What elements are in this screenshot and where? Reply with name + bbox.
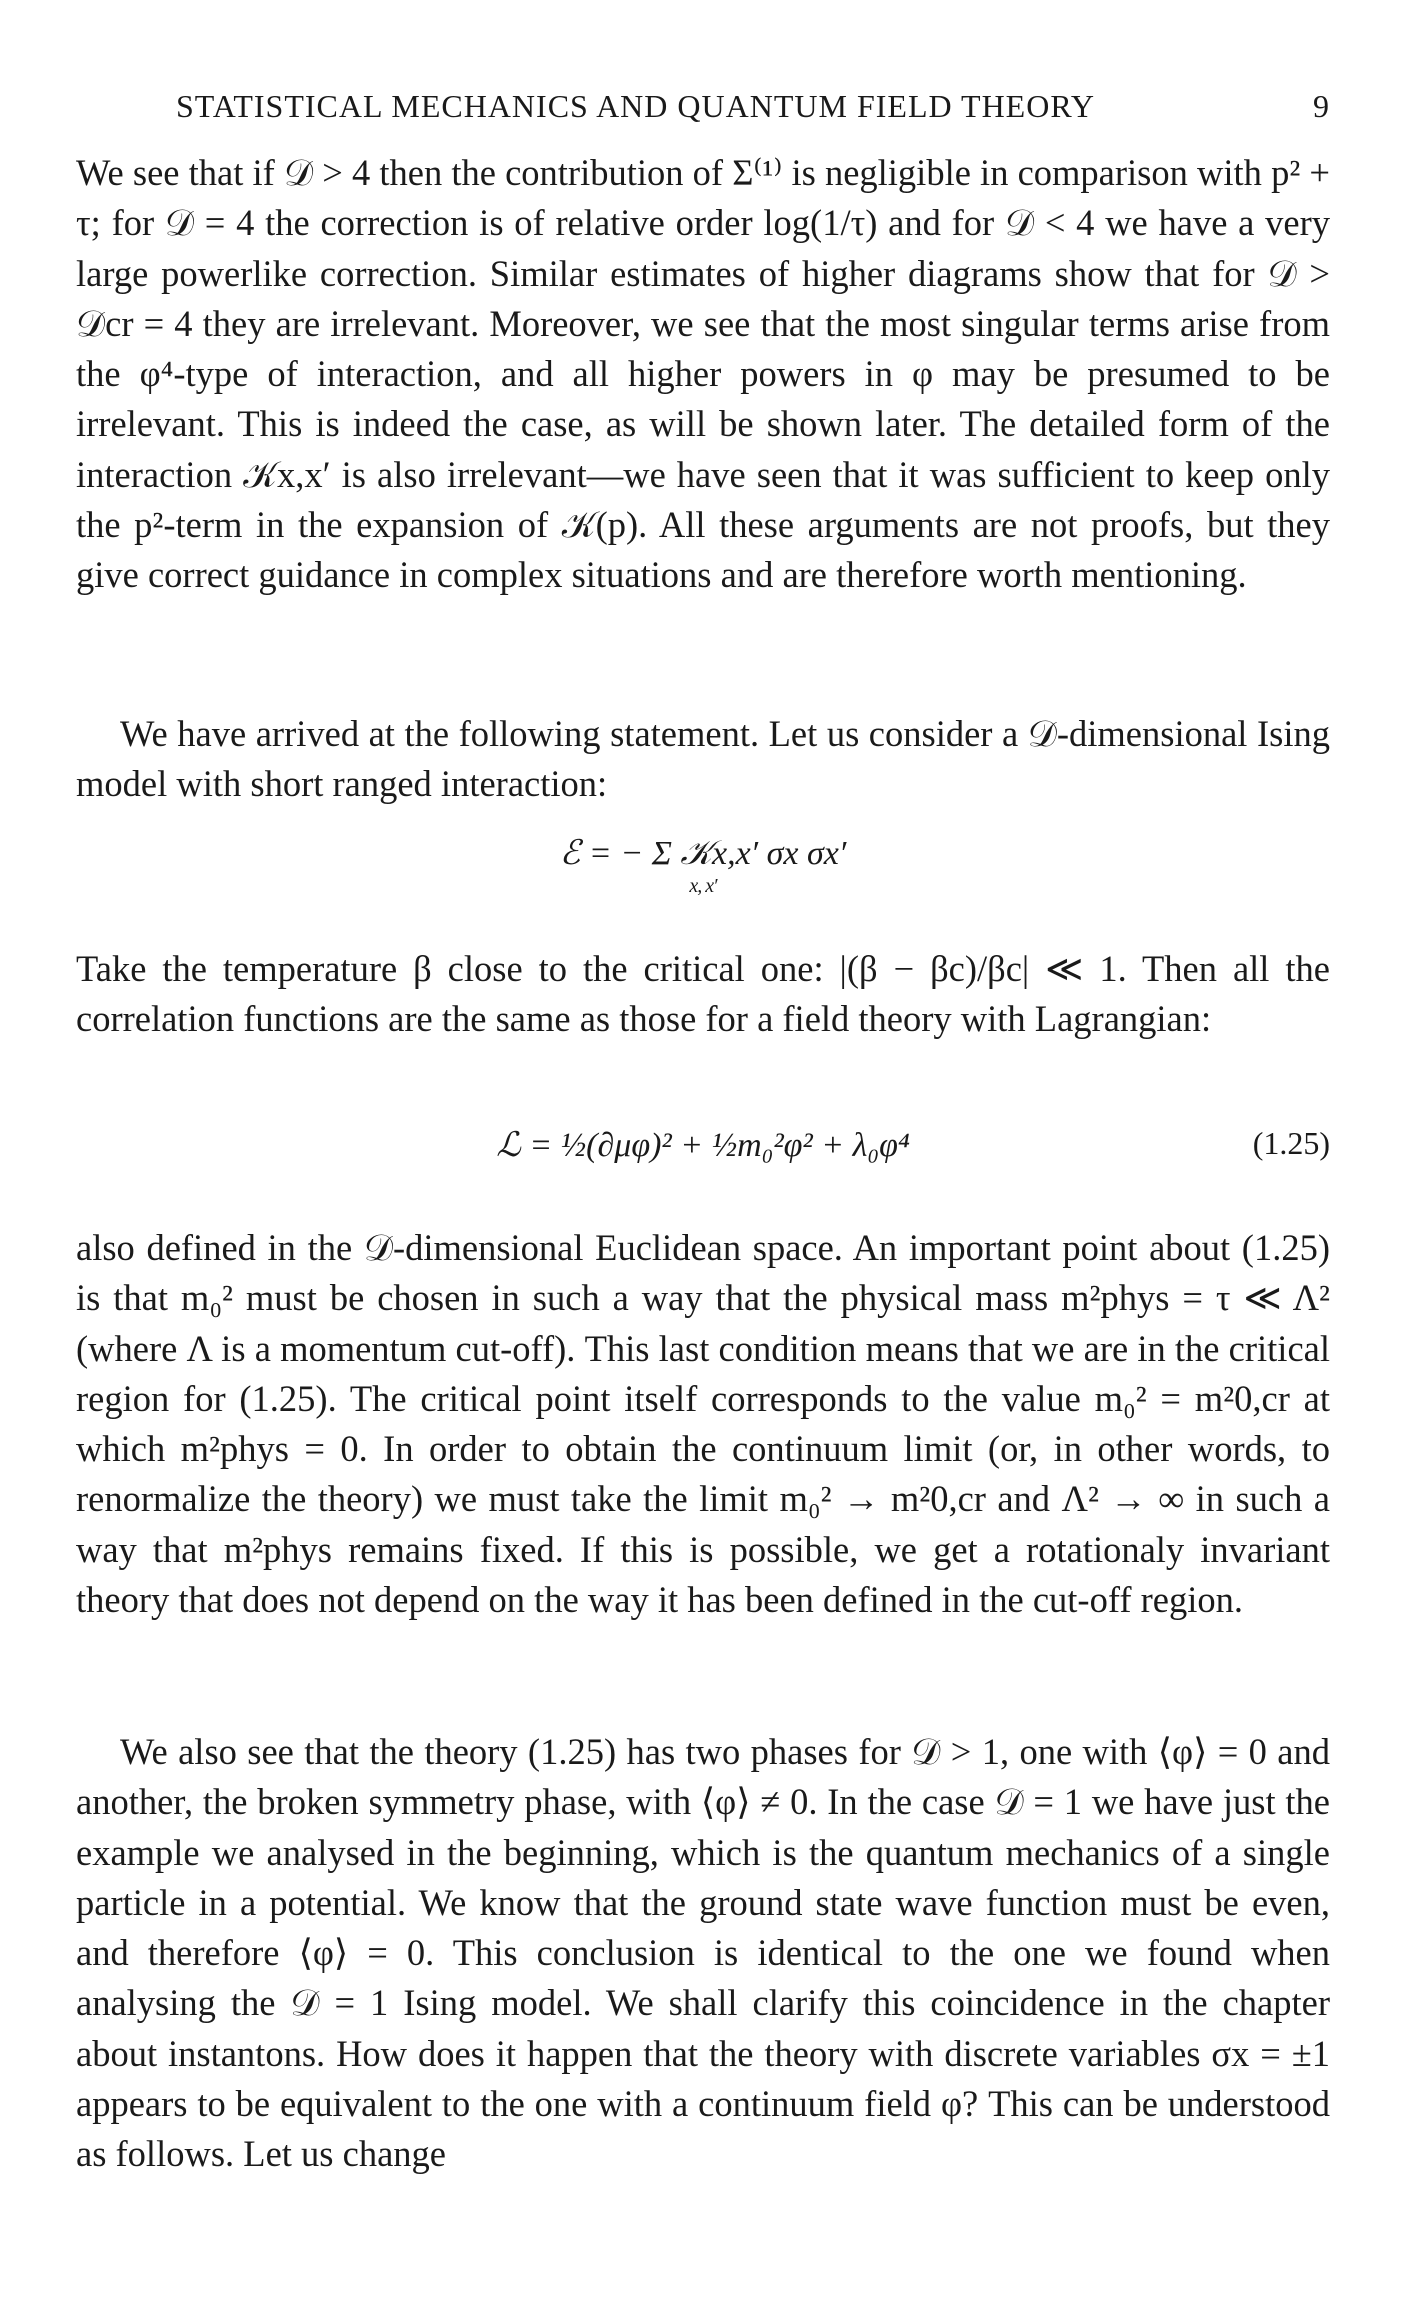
paragraph-5: We also see that the theory (1.25) has two phases for 𝒟 > 1, one with ⟨φ⟩ = 0 and another, the broken symmetry phase, with ⟨φ⟩ ≠ 0. In the case 𝒟 = 1 we have just the example we analysed in the beginning, which is the quantum mechanics of a single particle in a potential. We know that the ground state wave function must be even, and therefore ⟨φ⟩ = 0. This conclusion is identical to the one we found when analysing the 𝒟 = 1 Ising model. We shall clarify this coincidence in the chapter about instantons. How does it happen that the theory with discrete variables σx = ±1 appears to be equivalent to the one with a continuum field φ? This can be understood as follows. Let us change <box>76 1731 1330 2175</box>
energy-equation-main: ℰ = − Σ 𝒦x,x′ σx σx′ <box>559 835 847 872</box>
paragraph-2: We have arrived at the following statement. Let us consider a 𝒟-dimensional Ising model with short ranged interaction: <box>76 713 1330 805</box>
lagrangian-equation <box>76 1125 1330 1165</box>
equation-number: (1.25) <box>1252 1125 1330 1161</box>
lagrangian-equation-main: ℒ = ½(∂μφ)² + ½m₀²φ² + λ₀φ⁴ <box>496 1127 910 1164</box>
running-head <box>76 88 1330 128</box>
paragraph-4: also defined in the 𝒟-dimensional Euclidean space. An important point about (1.25) is that m₀² must be chosen in such a way that the physical mass m²phys = τ ≪ Λ² (where Λ is a momentum cut-off). This last condition means that we are in the critical region for (1.25). The critical point itself corresponds to the value m₀² = m²0,cr at which m²phys = 0. In order to obtain the continuum limit (or, in other words, to renormalize the theory) we must take the limit m₀² → m²0,cr and Λ² → ∞ in such a way that m²phys remains fixed. If this is possible, we get a rotationaly invariant theory that does not depend on the way it has been defined in the cut-off region. <box>76 1227 1330 1621</box>
energy-equation-sum-index: x, x′ <box>689 875 717 897</box>
running-head-title: STATISTICAL MECHANICS AND QUANTUM FIELD THEORY <box>176 88 1096 124</box>
paragraph-3: Take the temperature β close to the critical one: |(β − βc)/βc| ≪ 1. Then all the correlation functions are the same as those for a field theory with Lagrangian: <box>76 948 1330 1040</box>
paragraph-1: We see that if 𝒟 > 4 then the contribution of Σ⁽¹⁾ is negligible in comparison with p² + τ; for 𝒟 = 4 the correction is of relative order log(1/τ) and for 𝒟 < 4 we have a very large powerlike correction. Similar estimates of higher diagrams show that for 𝒟 > 𝒟cr = 4 they are irrelevant. Moreover, we see that the most singular terms arise from the φ⁴-type of interaction, and all higher powers in φ may be presumed to be irrelevant. This is indeed the case, as will be shown later. The detailed form of the interaction 𝒦x,x′ is also irrelevant—we have seen that it was sufficient to keep only the p²-term in the expansion of 𝒦(p). All these arguments are not proofs, but they give correct guidance in complex situations and are therefore worth mentioning. <box>76 152 1330 596</box>
energy-equation <box>76 833 1330 897</box>
page-number: 9 <box>1313 88 1330 124</box>
